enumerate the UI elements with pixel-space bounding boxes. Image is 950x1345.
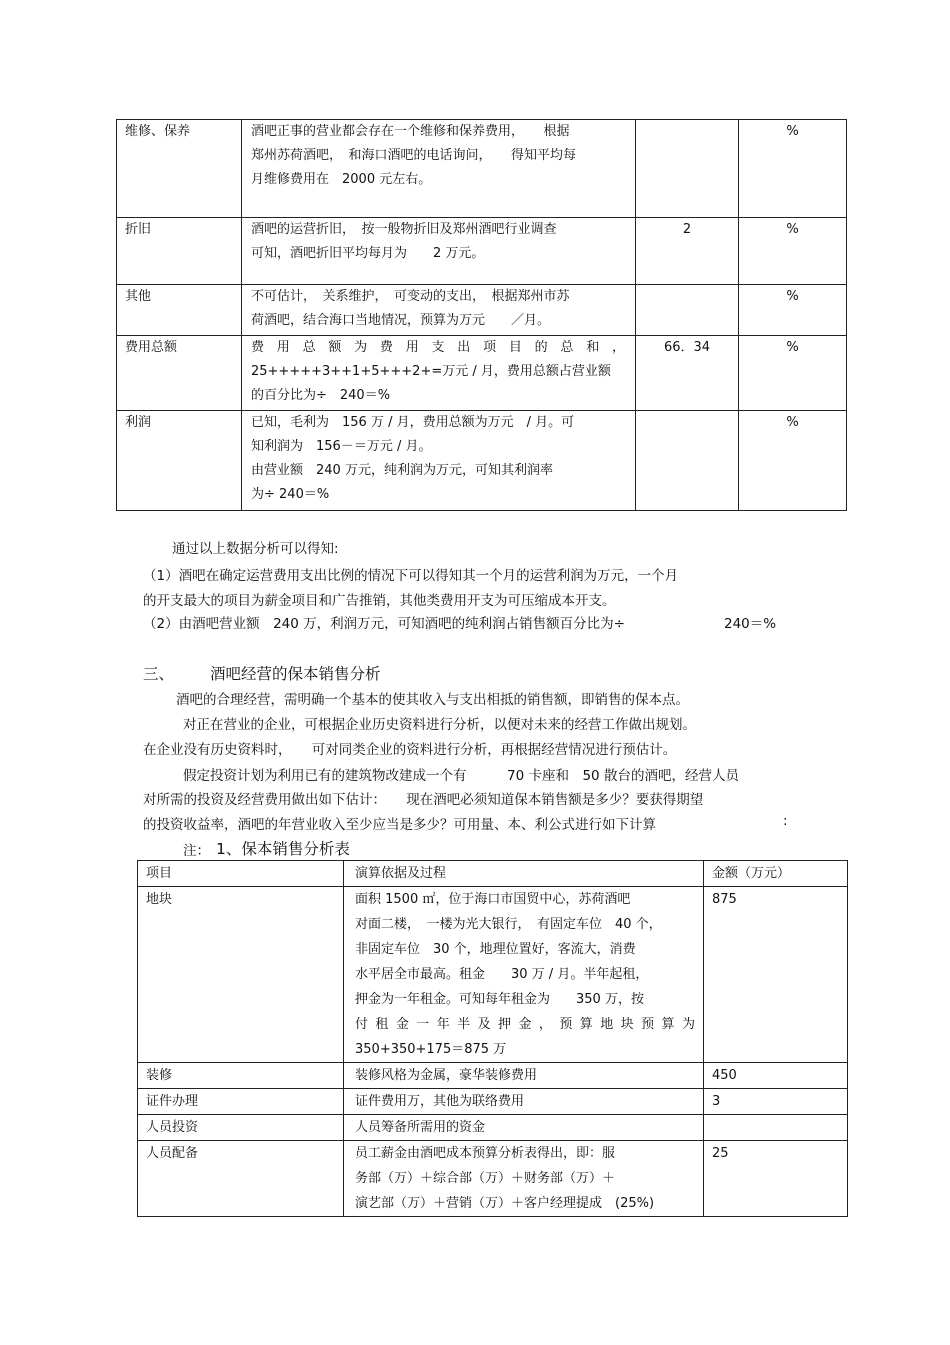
table-row [117,120,847,218]
section-title: 酒吧经营的保本销售分析 [210,665,381,683]
description-line: 为÷ 240＝% [251,487,330,502]
section-number: 三、 [143,665,175,683]
cost-item-description [242,336,636,411]
cost-item-label: 其他 [117,285,242,336]
cost-item-percent: % [739,285,847,336]
breakeven-item-description: 装修风格为金属，豪华装修费用 [344,1063,704,1089]
breakeven-item-amount: 25 [704,1141,848,1217]
description-line: 不可估计， 关系维护， 可变动的支出， 根据郑州市苏 [251,289,570,304]
cost-item-amount [636,411,739,511]
cost-item-percent: % [739,411,847,511]
breakeven-item-label: 地块 [138,887,344,1063]
description-line: 付 租 金 一 年 半 及 押 金 ， 预 算 地 块 预 算 为 [355,1017,695,1032]
description-line: 350+350+175＝875 万 [355,1042,507,1057]
description-line: 荷酒吧，结合海口当地情况，预算为万元 ／月。 [251,313,551,328]
breakeven-item-amount [704,1115,848,1141]
description-line: 的百分比为÷ 240＝% [251,388,391,403]
note-label: 注： [183,843,210,859]
description-line: 酒吧正事的营业都会存在一个维修和保养费用， 根据 [251,124,570,139]
breakeven-item-description: 证件费用万，其他为联络费用 [344,1089,704,1115]
description-line: 由营业额 240 万元，纯利润为万元，可知其利润率 [251,463,553,478]
breakeven-item-amount: 3 [704,1089,848,1115]
analysis-intro: 通过以上数据分析可以得知: [172,541,339,557]
cost-item-label: 维修、保养 [117,120,242,218]
description-line: 费 用 总 额 为 费 用 支 出 项 目 的 总 和 ， [251,340,625,355]
cost-item-amount [636,285,739,336]
cost-item-description [242,218,636,285]
cost-table [116,119,847,511]
cost-item-amount: 66．34 [636,336,739,411]
section-paragraph: 对所需的投资及经营费用做出如下估计： 现在酒吧必须知道保本销售额是多少？要获得期望 [143,792,704,808]
table-row [138,887,848,1063]
section-paragraph: 假定投资计划为利用已有的建筑物改建成一个有 70 卡座和 50 散台的酒吧，经营人员 [183,768,739,784]
table-row [138,1115,848,1141]
cost-item-label: 费用总额 [117,336,242,411]
cost-item-amount [636,120,739,218]
description-line: 非固定车位 30 个，地理位置好，客流大，消费 [355,942,636,957]
description-line: 可知，酒吧折旧平均每月为 2 万元。 [251,246,485,261]
section-paragraph: 在企业没有历史资料时， 可对同类企业的资料进行分析，再根据经营情况进行预估计。 [143,742,677,758]
analysis-point-2: （2）由酒吧营业额 240 万，利润万元，可知酒吧的纯利润占销售额百分比为÷ [143,616,625,632]
description-line: 押金为一年租金。可知每年租金为 350 万，按 [355,992,644,1007]
description-line: 面积 1500 ㎡，位于海口市国贸中心，苏荷酒吧 [355,892,631,907]
table-row [117,218,847,285]
description-line: 酒吧的运营折旧， 按一般物折旧及郑州酒吧行业调查 [251,222,557,237]
breakeven-item-label: 装修 [138,1063,344,1089]
description-line: 水平居全市最高。租金 30 万 / 月。半年起租， [355,967,649,982]
cost-item-percent: % [739,218,847,285]
section-paragraph: 对正在营业的企业，可根据企业历史资料进行分析，以便对未来的经营工作做出规划。 [183,717,696,733]
breakeven-item-label: 证件办理 [138,1089,344,1115]
breakeven-item-description: 人员筹备所需用的资金 [344,1115,704,1141]
column-header: 金额（万元） [704,861,848,887]
cost-item-amount: 2 [636,218,739,285]
table-row [117,285,847,336]
table-caption: 1、保本销售分析表 [216,840,350,858]
section-paragraph: 的投资收益率，酒吧的年营业收入至少应当是多少？可用量、本、利公式进行如下计算 [143,817,656,833]
breakeven-item-label: 人员配备 [138,1141,344,1217]
table-row [117,411,847,511]
description-line: 对面二楼， 一楼为光大银行， 有固定车位 40 个， [355,917,662,932]
cost-item-label: 利润 [117,411,242,511]
column-header: 项目 [138,861,344,887]
column-header: 演算依据及过程 [344,861,704,887]
breakeven-item-amount: 875 [704,887,848,1063]
table-row [138,1089,848,1115]
table-header-row [138,861,848,887]
table-row [138,1063,848,1089]
section-paragraph: 酒吧的合理经营，需明确一个基本的使其收入与支出相抵的销售额，即销售的保本点。 [176,692,689,708]
description-line: 员工薪金由酒吧成本预算分析表得出，即：服 [355,1146,616,1161]
description-line: 25+++++3++1+5+++2+=万元 / 月，费用总额占营业额 [251,364,611,379]
cost-item-label: 折旧 [117,218,242,285]
cost-item-description [242,411,636,511]
breakeven-item-amount: 450 [704,1063,848,1089]
description-line: 知利润为 156－＝万元 / 月。 [251,439,432,454]
cost-item-description [242,285,636,336]
cost-item-description [242,120,636,218]
description-line: 郑州苏荷酒吧， 和海口酒吧的电话询问， 得知平均每 [251,148,577,163]
table-row [117,336,847,411]
breakeven-item-description [344,1141,704,1217]
breakeven-item-description [344,887,704,1063]
cost-item-percent: % [739,336,847,411]
analysis-point-1-cont: 的开支最大的项目为薪金项目和广告推销，其他类费用开支为可压缩成本开支。 [143,593,616,609]
table-row [138,1141,848,1217]
description-line: 务部（万）＋综合部（万）＋财务部（万）＋ [355,1171,616,1186]
breakeven-item-label: 人员投资 [138,1115,344,1141]
description-line: 演艺部（万）＋营销（万）＋客户经理提成 (25%) [355,1196,655,1211]
cost-item-percent: % [739,120,847,218]
analysis-point-2-result: 240＝% [724,616,777,632]
analysis-point-1: （1）酒吧在确定运营费用支出比例的情况下可以得知其一个月的运营利润为万元，一个月 [143,568,679,584]
description-line: 月维修费用在 2000 元左右。 [251,172,432,187]
description-line: 已知，毛利为 156 万 / 月，费用总额为万元 / 月。可 [251,415,575,430]
section-paragraph-colon: : [783,813,788,829]
breakeven-table [137,860,848,1217]
